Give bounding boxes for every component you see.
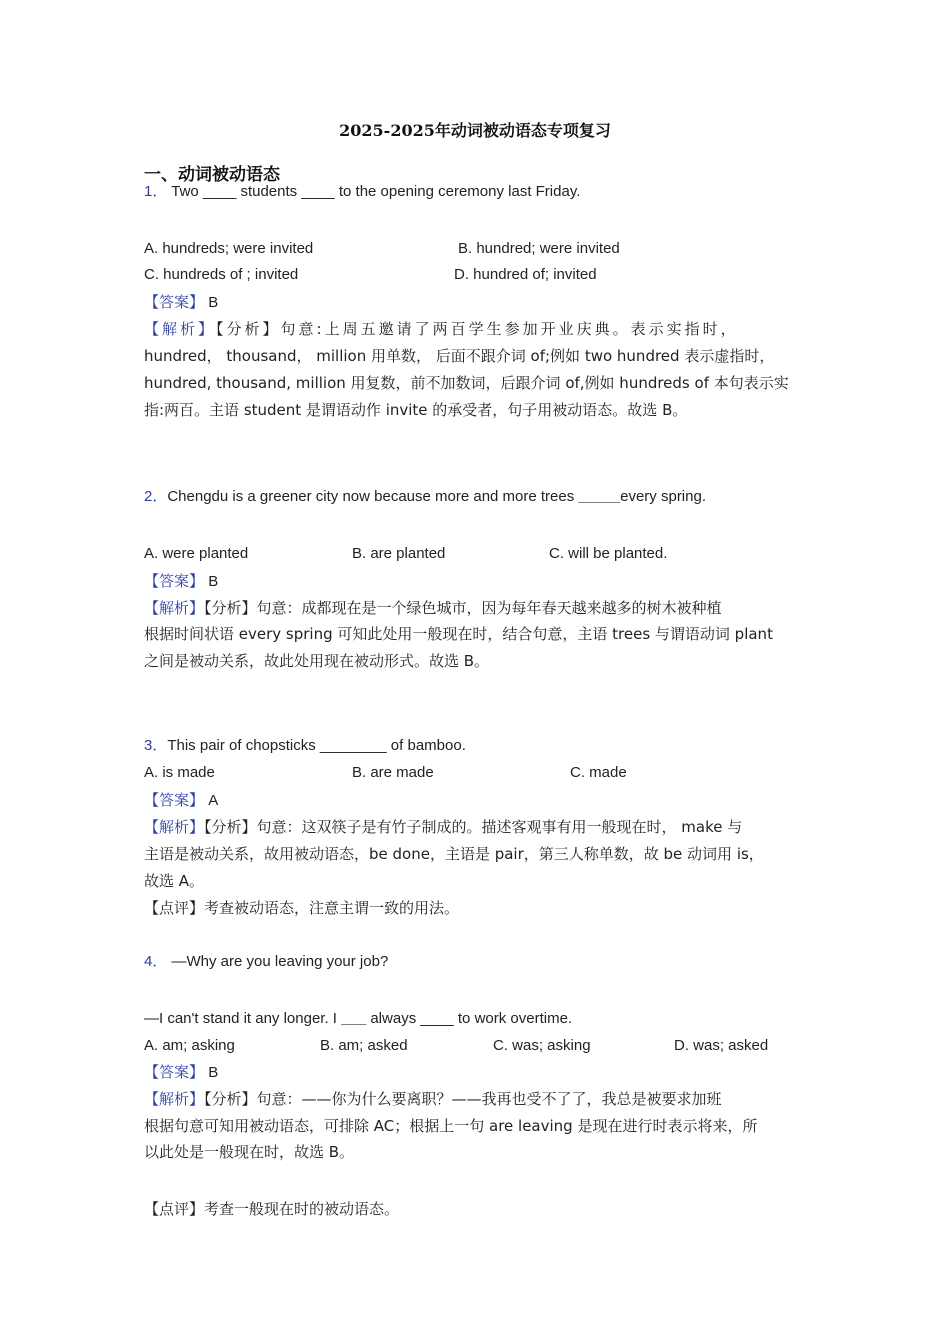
analysis-line [144,319,739,339]
analysis-line: 根据句意可知用被动语态，可排除 AC；根据上一句 are leaving 是现在进行时表示将来，所 [144,1117,758,1135]
comment-label: 【点评】 [144,1200,205,1218]
option-b: B. am; asked [320,1037,408,1054]
analysis-line: 根据时间状语 every spring 可知此处用一般现在时，结合句意，主语 trees 与谓语动词 plant [144,625,773,643]
reply-stem-start: —I can't stand it any longer. I [144,1010,342,1027]
option-b: B. hundred; were invited [458,240,620,257]
option-c: C. made [570,764,627,781]
comment-line [144,1199,399,1219]
option-c: C. will be planted. [549,545,668,562]
answer-line [144,1062,218,1083]
option-a: A. is made [144,764,215,781]
question-stem: Two ____ students ____ to the opening ceremony last Friday. [167,183,581,200]
question-3 [144,736,466,756]
analysis-line: hundred, thousand, million 用复数，前不加数词，后跟介词 of,例如 hundreds of 本句表示实 [144,374,789,392]
question-number: 1． [144,183,168,200]
analysis-text: 【分析】句意：这双筷子是有竹子制成的。描述客观事有用一般现在时， make 与 [204,818,743,836]
answer-line [144,790,218,811]
question-stem: This pair of chopsticks ________ of bamboo. [167,737,466,754]
option-c: C. was; asking [493,1037,591,1054]
question-4-reply [144,1009,572,1029]
section-heading: 一、动词被动语态 [144,165,280,185]
analysis-label: 【解析】 [144,599,205,617]
option-c: C. hundreds of ; invited [144,266,299,283]
answer-line [144,292,218,313]
question-number: 3． [144,737,168,754]
answer-value: B [208,294,219,311]
document-title: 2025-2025年动词被动语态专项复习 [339,121,611,140]
analysis-line [144,598,722,618]
answer-value: B [208,573,219,590]
question-number: 2． [144,488,168,505]
analysis-text: 【分析】句意:上周五邀请了两百学生参加开业庆典。表示实指时， [216,320,739,338]
analysis-line: 故选 A。 [144,872,205,890]
analysis-line [144,1089,722,1109]
question-number: 4． [144,953,168,970]
analysis-line: 以此处是一般现在时，故选 B。 [144,1143,355,1161]
comment-label: 【点评】 [144,899,205,917]
analysis-line [144,817,742,837]
option-a: A. were planted [144,545,249,562]
question-2 [144,487,706,507]
comment-text: 考查一般现在时的被动语态。 [204,1200,400,1218]
analysis-line: 之间是被动关系，故此处用现在被动形式。故选 B。 [144,652,490,670]
question-stem: Chengdu is a greener city now because more and more trees [167,488,579,505]
comment-text: 考查被动语态，注意主谓一致的用法。 [204,899,460,917]
answer-label: 【答案】 [144,572,205,590]
answer-blank: ___ [341,1010,367,1027]
answer-line [144,571,218,592]
option-b: B. are planted [352,545,446,562]
option-b: B. are made [352,764,434,781]
comment-line [144,898,459,918]
analysis-line: 指:两百。主语 student 是谓语动作 invite 的承受者，句子用被动语态。故选 B。 [144,401,688,419]
option-a: A. hundreds; were invited [144,240,314,257]
question-stem-end: every spring. [620,488,706,505]
answer-value: B [208,1064,219,1081]
reply-stem-end: always ____ to work overtime. [366,1010,573,1027]
question-4 [144,952,388,972]
answer-value: A [208,792,219,809]
analysis-line: 主语是被动关系，故用被动语态，be done，主语是 pair，第三人称单数，故 be 动词用 is， [144,845,764,863]
option-a: A. am; asking [144,1037,235,1054]
question-stem: —Why are you leaving your job? [167,953,389,970]
answer-blank: _____ [578,488,621,505]
answer-label: 【答案】 [144,791,205,809]
question-1 [144,182,580,202]
answer-label: 【答案】 [144,1063,205,1081]
analysis-text: 【分析】句意：成都现在是一个绿色城市，因为每年春天越来越多的树木被种植 [204,599,722,617]
answer-label: 【答案】 [144,293,205,311]
analysis-label: 【解析】 [144,1090,205,1108]
analysis-text: 【分析】句意：——你为什么要离职？——我再也受不了了，我总是被要求加班 [204,1090,722,1108]
analysis-line: hundred， thousand， million 用单数， 后面不跟介词 of;例如 two hundred 表示虚指时， [144,347,775,365]
analysis-label: 【解析】 [144,320,217,338]
analysis-label: 【解析】 [144,818,205,836]
option-d: D. was; asked [674,1037,769,1054]
option-d: D. hundred of; invited [454,266,597,283]
